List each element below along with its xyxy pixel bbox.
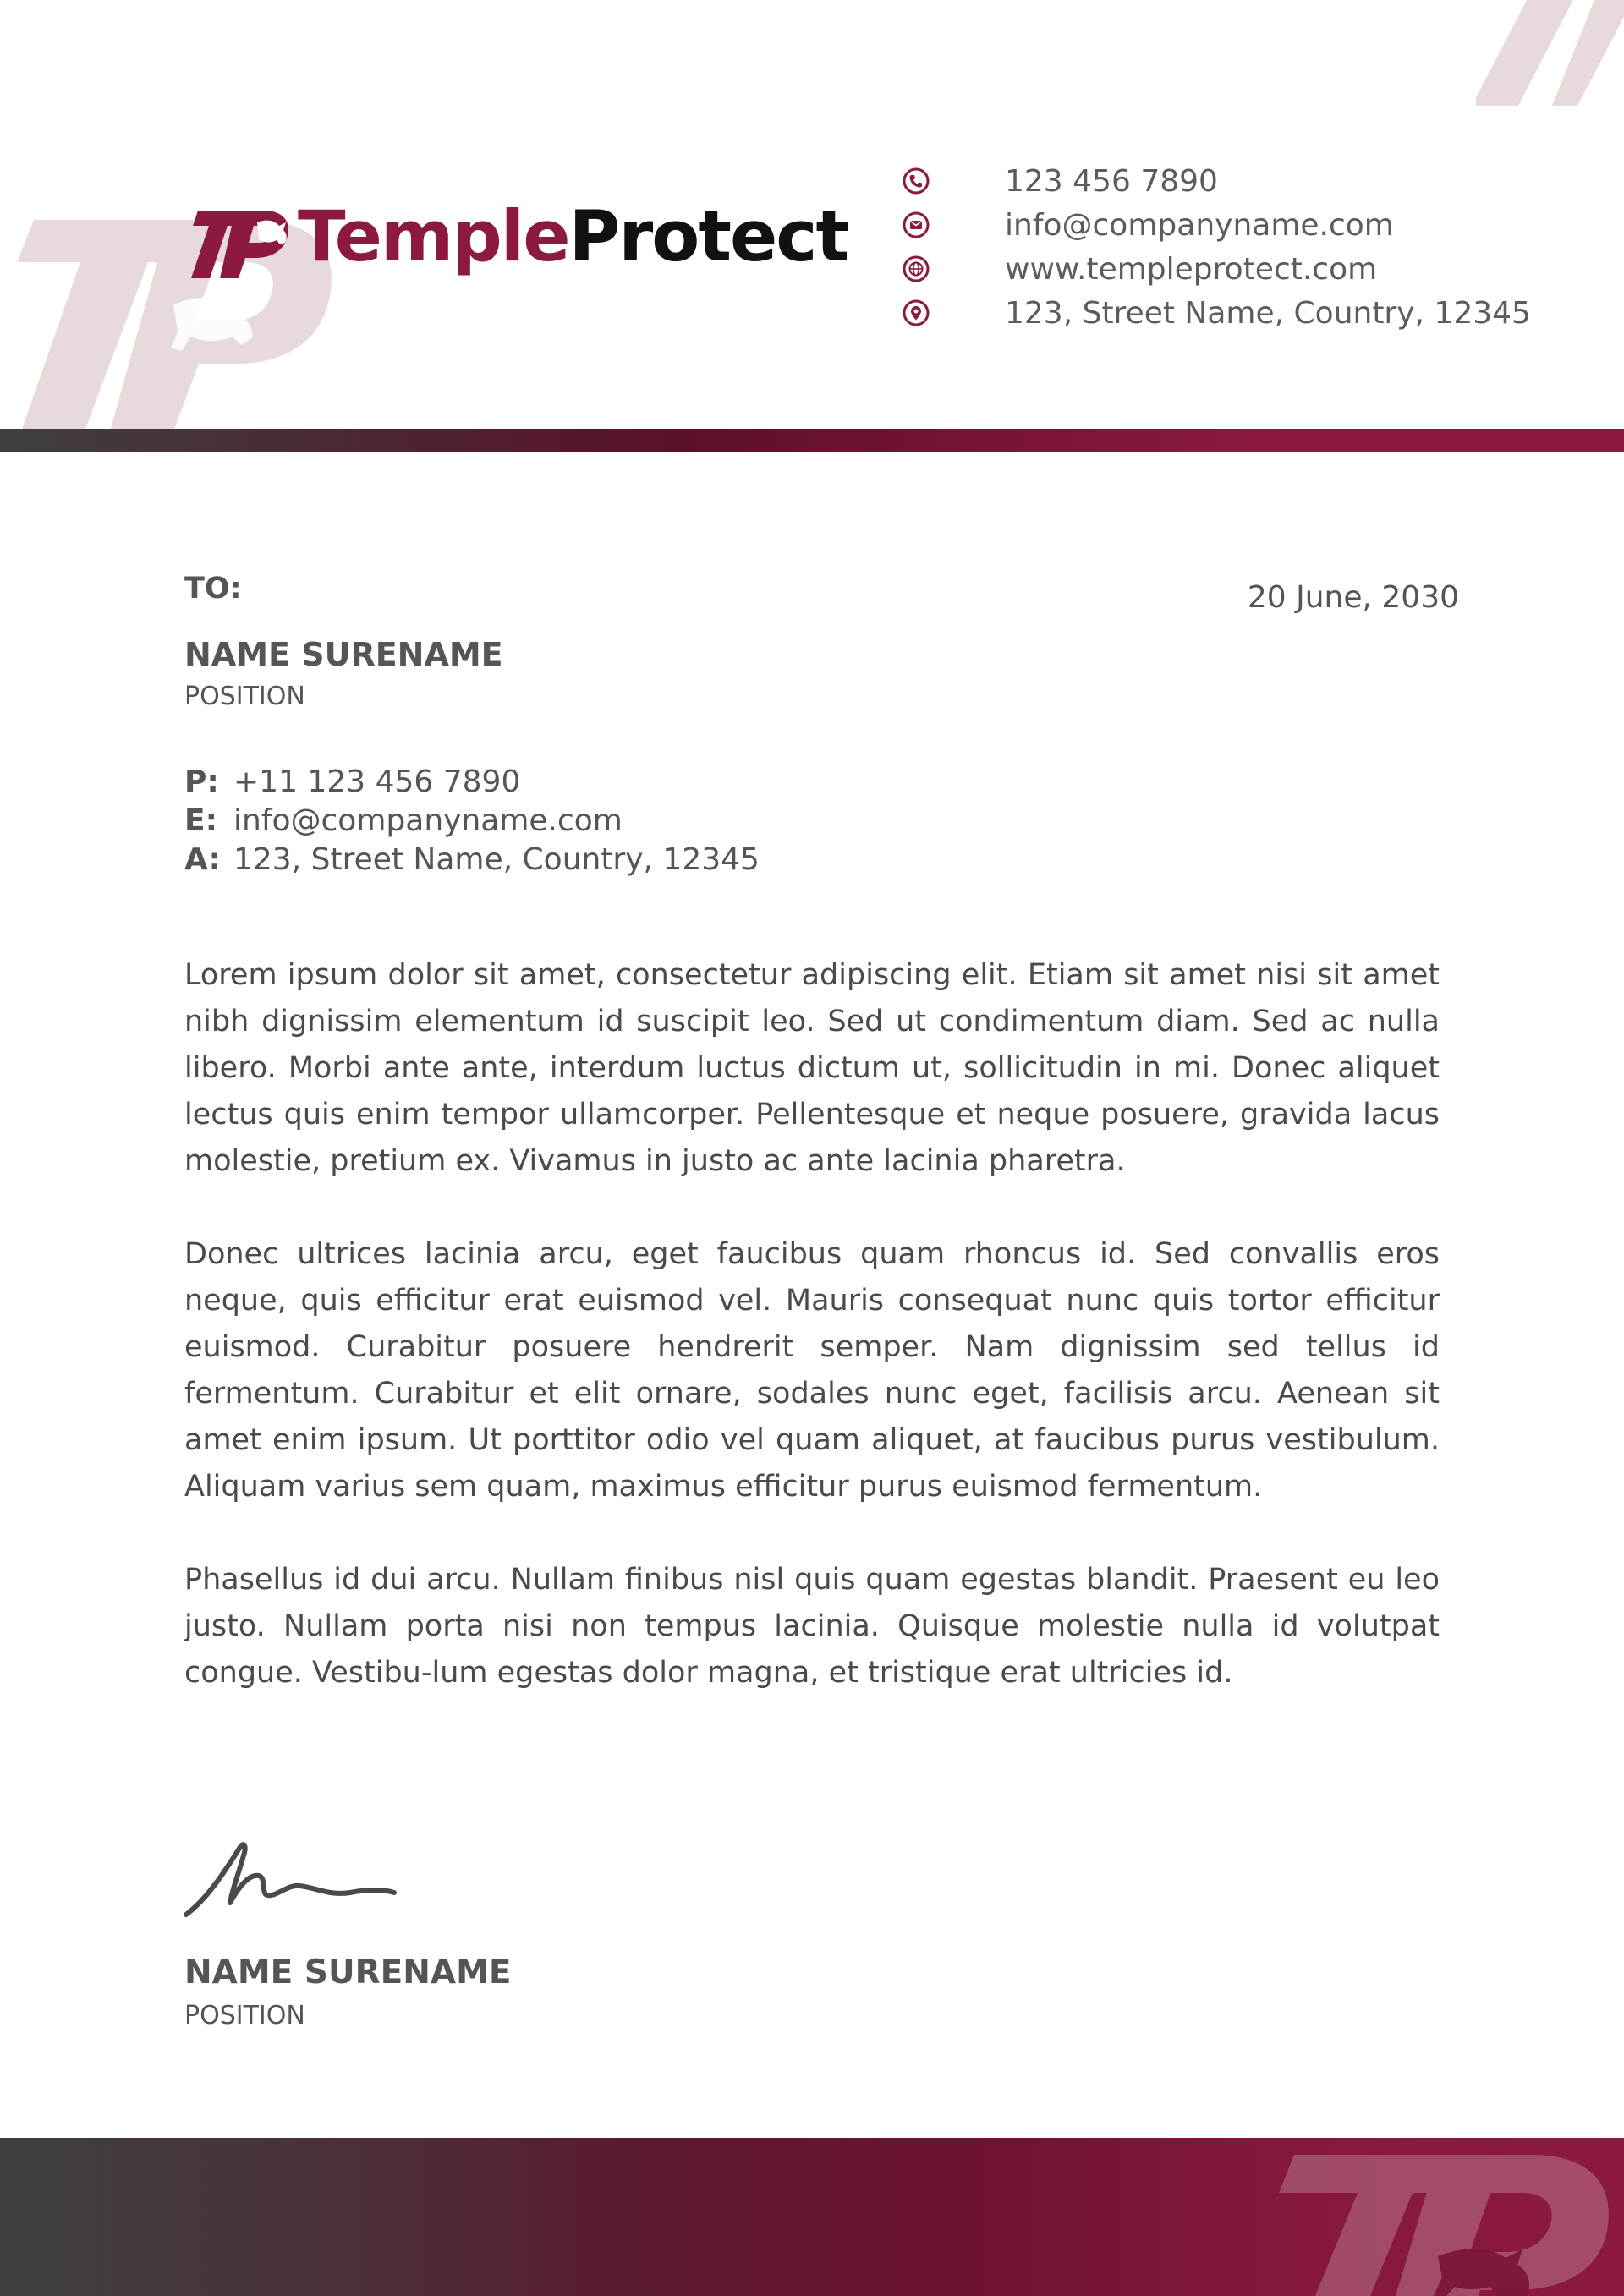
to-label: TO:: [184, 572, 242, 606]
contact-website-text: www.templeprotect.com: [1005, 251, 1378, 287]
recipient-email-label: E:: [184, 803, 217, 838]
logo-mark-icon: [183, 207, 293, 282]
recipient-phone-label: P:: [184, 764, 219, 799]
letter-body: [184, 952, 1440, 1743]
contact-address-text: 123, Street Name, Country, 12345: [1005, 295, 1531, 331]
recipient-address: 123, Street Name, Country, 12345: [233, 842, 760, 877]
email-icon: [902, 211, 930, 239]
body-paragraph: Lorem ipsum dolor sit amet, consectetur adipiscing elit. Etiam sit amet nisi sit amet nibh dignissim elementum id suscipit leo. Sed ut condimentum diam. Sed ac nulla libero. Morbi ante ante, interdum luctus dictum ut, sollicitudin in mi. Donec aliquet lectus quis enim tempor ullamcorper. Pellentesque et neque posuere, gravida lacus molestie, pretium ex. Vivamus in justo ac ante lacinia pharetra.: [184, 958, 1440, 1178]
recipient-address-label: A:: [184, 842, 221, 877]
globe-icon: [902, 255, 930, 283]
body-paragraph: Phasellus id dui arcu. Nullam finibus nisl quis quam egestas blandit. Praesent eu leo justo. Nullam porta nisi non tempus lacinia. Quisque molestie nulla id volutpat congue. Vestibu-lum egestas dolor magna, et tristique erat ultricies id.: [184, 1563, 1440, 1690]
recipient-position: POSITION: [184, 682, 305, 711]
brand-name-part2: Protect: [568, 195, 848, 277]
contact-address: [902, 291, 1531, 335]
corner-stripes-decoration: [1476, 0, 1624, 106]
header-contact-list: [902, 159, 1531, 335]
recipient-email: info@companyname.com: [233, 803, 623, 838]
recipient-address-line: [184, 842, 760, 881]
location-pin-icon: [902, 299, 930, 327]
header-gradient-bar: [0, 429, 1624, 452]
contact-email-text: info@companyname.com: [1005, 207, 1394, 243]
letter-date: 20 June, 2030: [1247, 580, 1459, 615]
brand-name-part1: Temple: [298, 195, 569, 277]
footer-tp-watermark: [1269, 2138, 1624, 2296]
recipient-email-line: [184, 803, 760, 842]
contact-website: [902, 247, 1531, 291]
recipient-contact-info: [184, 764, 760, 881]
handwritten-signature: [181, 1840, 401, 1925]
body-paragraph: Donec ultrices lacinia arcu, eget faucibus quam rhoncus id. Sed convallis eros neque, quis efficitur erat euismod vel. Mauris consequat nunc quis tortor efficitur euismod. Curabitur posuere hendrerit semper. Nam dignissim sed tellus id fermentum. Curabitur et elit ornare, sodales nunc eget, facilisis arcu. Aenean sit amet enim ipsum. Ut porttitor odio vel quam aliquet, at faucibus purus vestibulum. Aliquam varius sem quam, maximus efficitur purus euismod fermentum.: [184, 1237, 1440, 1504]
recipient-phone: +11 123 456 7890: [233, 764, 521, 799]
contact-phone-text: 123 456 7890: [1005, 163, 1218, 199]
footer-gradient-bar: [0, 2138, 1624, 2296]
contact-email: [902, 203, 1531, 247]
signature-name: NAME SURENAME: [184, 1954, 512, 1992]
brand-logo: [298, 195, 848, 277]
recipient-name: NAME SURENAME: [184, 636, 503, 673]
phone-icon: [902, 167, 930, 195]
contact-phone: [902, 159, 1531, 203]
recipient-phone-line: [184, 764, 760, 803]
signature-position: POSITION: [184, 2001, 305, 2030]
